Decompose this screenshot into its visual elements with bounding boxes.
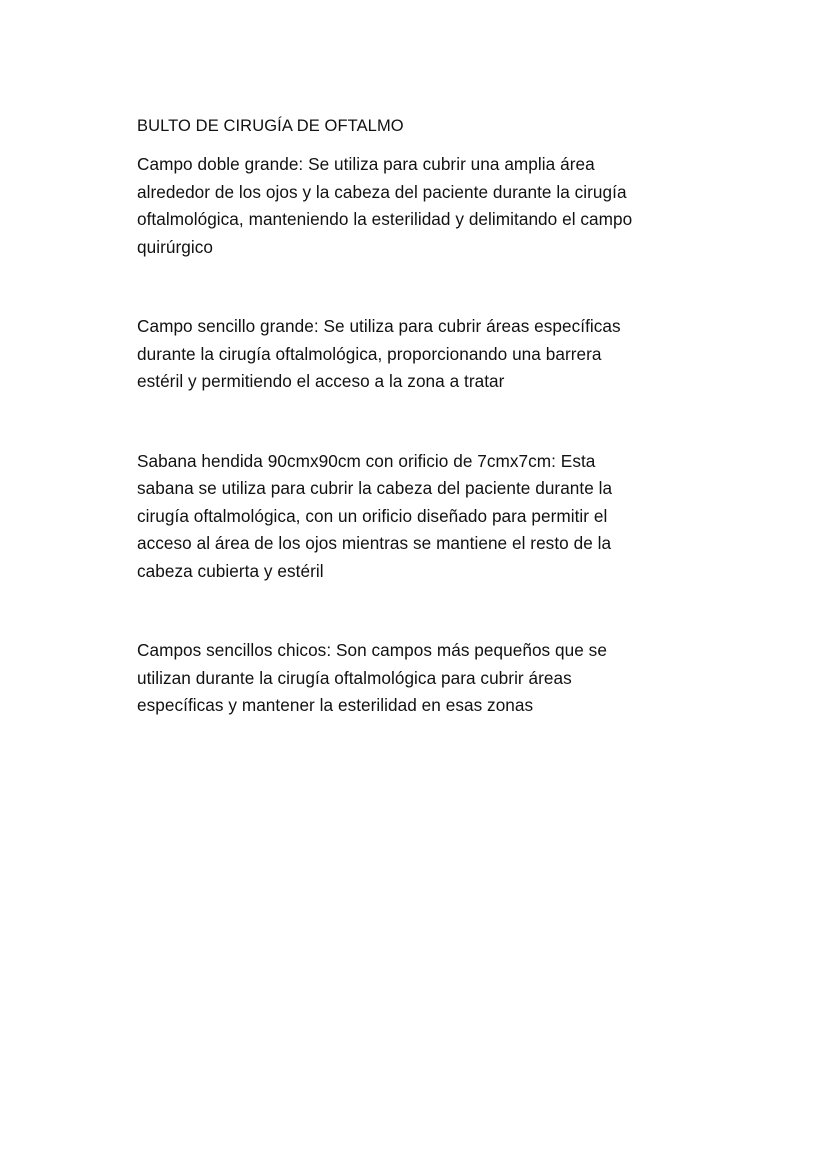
paragraph-line: oftalmológica, manteniendo la esterilidad y delimitando el campo <box>137 209 633 229</box>
paragraph-line: Campo sencillo grande: Se utiliza para cubrir áreas específicas <box>137 316 621 336</box>
paragraph-line: alrededor de los ojos y la cabeza del paciente durante la cirugía <box>137 181 627 202</box>
paragraph-line: estéril y permitiendo el acceso a la zona a tratar <box>137 371 505 391</box>
paragraph-line: Campo doble grande: Se utiliza para cubrir una amplia área <box>137 154 595 174</box>
paragraph-campos-sencillos-chicos <box>137 637 697 720</box>
document-title: BULTO DE CIRUGÍA DE OFTALMO <box>137 117 404 135</box>
paragraph-line: sabana se utiliza para cubrir la cabeza del paciente durante la <box>137 478 613 498</box>
paragraph-line: acceso al área de los ojos mientras se mantiene el resto de la <box>137 533 612 553</box>
paragraph-line: quirúrgico <box>137 236 213 257</box>
paragraph-campo-doble-grande <box>137 151 697 261</box>
paragraph-line: específicas y mantener la esterilidad en esas zonas <box>137 695 534 715</box>
paragraph-line: Campos sencillos chicos: Son campos más pequeños que se <box>137 640 607 660</box>
paragraph-line: utilizan durante la cirugía oftalmológica para cubrir áreas <box>137 667 572 688</box>
paragraph-line: cirugía oftalmológica, con un orificio diseñado para permitir el <box>137 505 608 526</box>
paragraph-line: cabeza cubierta y estéril <box>137 560 324 581</box>
document-body <box>137 113 697 720</box>
paragraph-campo-sencillo-grande <box>137 313 697 396</box>
paragraph-line: Sabana hendida 90cmx90cm con orificio de 7cmx7cm: Esta <box>137 450 596 471</box>
paragraph-sabana-hendida <box>137 448 697 586</box>
paragraph-line: durante la cirugía oftalmológica, proporcionando una barrera <box>137 343 602 364</box>
